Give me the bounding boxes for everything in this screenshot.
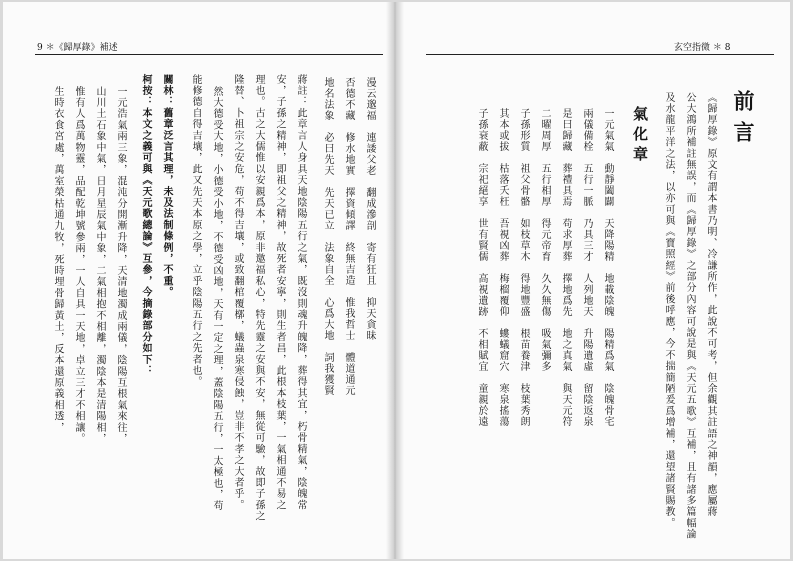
chapter-poem-column: 子孫形質 祖父骨骼 如枝草木 得地豐盛 根苗養津 枝葉秀朗 bbox=[518, 108, 529, 427]
left-poem-column-1: 漫云邈福 連諉父老 翻成滲剖 寄有狂且 抑天貪昧 bbox=[364, 77, 375, 341]
commentary-column: 然大德受大地，小德受小地，不德受凶地，天有一定之理，蓋陰陽五行，一太極也，苟 bbox=[211, 86, 222, 512]
preface-column: 《歸厚錄》原文有謂本書乃明、冷謙所作，此說不可考，但余觀其註語之神韻，應屬蔣 bbox=[705, 92, 716, 518]
quote-column: 生時衣食宮處，萬室榮枯通九牧，死時埋骨歸黃土，反本還原義相透， bbox=[52, 86, 63, 434]
left-page bbox=[3, 2, 386, 559]
right-page bbox=[404, 2, 790, 559]
left-page-header: 9 ＊《歸厚錄》補述 bbox=[37, 43, 118, 53]
preface-column: 公大鴻所補註無誤，而《歸厚錄》之部分內容可說是與《天元五歌》互補，且有諸多篇幅論 bbox=[684, 92, 695, 540]
preface-column: 及水龍平洋之法，以亦可與《寶照經》前後呼應，今不揣簡陋爰爲增補，還望諸賢賜教。 bbox=[663, 92, 674, 529]
right-page-header: 玄空指微 ＊ 8 bbox=[674, 43, 731, 53]
preface-title: 前言 bbox=[731, 90, 756, 152]
book-gutter bbox=[386, 2, 404, 559]
right-header-rule bbox=[426, 54, 774, 55]
left-poem-column-2: 否德不藏 修水地實 擇資傾譯 終無吉造 惟我哲士 體道通元 bbox=[343, 77, 354, 396]
left-header-rule bbox=[35, 54, 383, 55]
chapter-poem-column: 是曰歸藏 葬禮具焉 苟求厚葬 擇地爲先 地之真氣 與天元符 bbox=[560, 108, 571, 427]
commentary-column: 理也。古之大儒惟以安親爲本，原非邀福私心，特先靈之安與不安，無從可驗，故即子孫之 bbox=[253, 74, 264, 522]
quote-column: 惟有人爲萬物靈，品配乾坤號參兩，一人自具一天地，卓立三才不相讓。 bbox=[73, 86, 84, 445]
chapter-title: 氣化章 bbox=[631, 106, 649, 166]
note-column: 關林：舊章泛言其理，未及法制條例，不重。 bbox=[161, 74, 172, 298]
chapter-poem-column: 一元氣氣 動靜闔闢 天降陽精 地載陰魄 陽精爲氣 陰魄骨宅 bbox=[602, 108, 613, 427]
commentary-column: 安，子孫之精神，即祖父之精神，故死者安寧，則生者昌，此根本枝葉，一氣相通不易之 bbox=[274, 74, 285, 511]
commentary-column: 蔣註：此章言人身具天地陰陽五行之氣，既沒則魂升魄降，葬得其宜，朽骨精氣，陰魄常 bbox=[295, 74, 306, 511]
left-poem-column-3: 地名法象 必曰先天 先天已立 法象自全 心爲大地 詞我獲賢 bbox=[322, 77, 333, 396]
commentary-column: 能修德自得吉壤，此又先天本原之學，立乎陰陽五行之先者也。 bbox=[190, 74, 201, 388]
book-spread bbox=[3, 2, 790, 559]
commentary-column: 隆替、卜祖宗之安危，苟不得吉壤，或致翻棺覆槨，蟻蟲泉寒侵蝕，豈非不孝之大者乎。 bbox=[232, 74, 243, 511]
chapter-poem-column: 子孫衰蔽 宗祀絕享 世有賢儒 高視遺跡 不相賦宜 童親於遠 bbox=[476, 108, 487, 427]
quote-column: 山川土石象中氣，日月星辰氣中象，二氣相抱不相離，濁陰本是清陽相， bbox=[94, 86, 105, 445]
chapter-poem-column: 兩儀備栓 五行一脈 乃具三才 人列地天 升陽遺虛 留陰返泉 bbox=[581, 108, 592, 427]
chapter-poem-column: 其本或拔 枯落夭枉 吾視凶葬 梅榴覆仰 螻蟻窟穴 寒泉搖蕩 bbox=[497, 108, 508, 427]
chapter-poem-column: 二曜周厚 五行相厚 得元帝育 久久無傷 吸氣彌多 bbox=[539, 108, 550, 372]
note-column: 柯按：本文之義可與《天元歌總論》互參，今摘錄部分如下： bbox=[140, 74, 151, 377]
quote-column: 一元浩氣兩三象，混沌分開漸升降，天清地濁成兩儀，陰陽互根氣來往， bbox=[115, 86, 126, 445]
